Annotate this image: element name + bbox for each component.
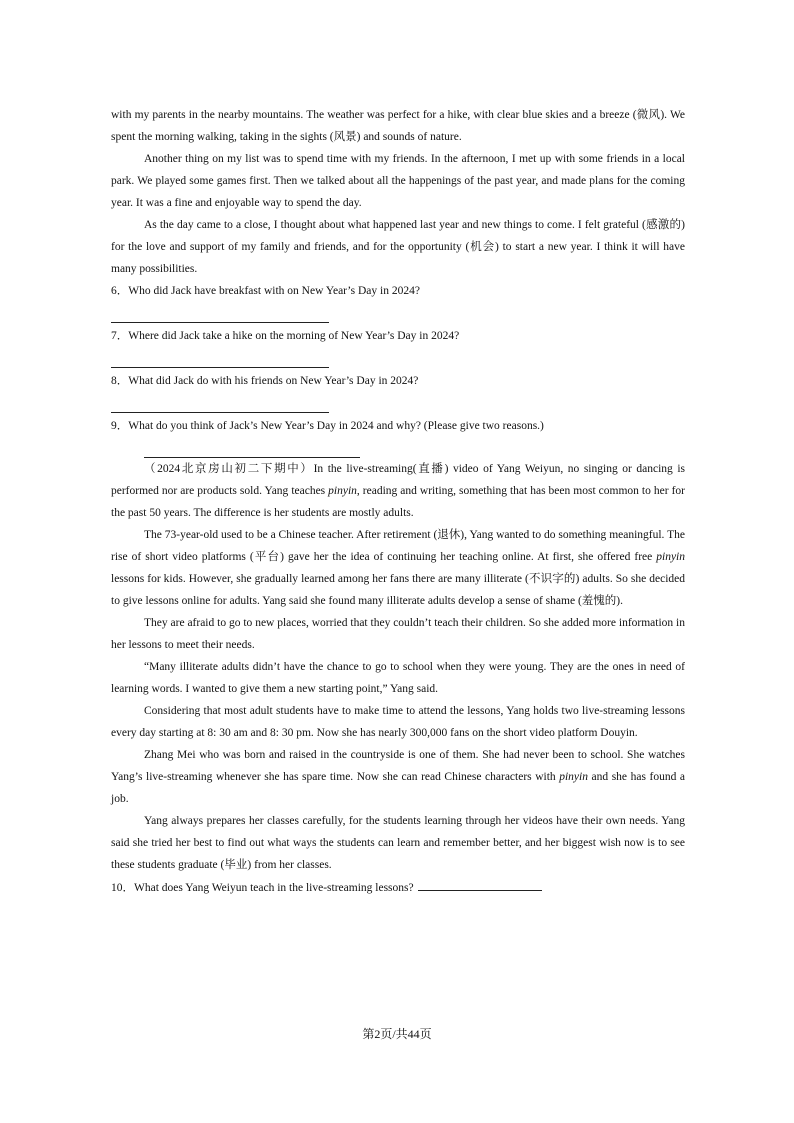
- answer-line-6[interactable]: [111, 302, 329, 323]
- paragraph: Yang always prepares her classes carefully, for the students learning through her videos have their own needs. Yang said she tried her best to find out what ways the students can learn and remember better, and her biggest wish now is to see these students graduate (毕业) from her classes.: [111, 815, 685, 871]
- paragraph: As the day came to a close, I thought about what happened last year and new things to come. I felt grateful (感激的) for the love and support of my family and friends, and for the opportunity (机会) to start a new year. I think it will have many possibilities.: [111, 219, 685, 275]
- question-8: 8．What did Jack do with his friends on New Year’s Day in 2024?: [111, 375, 419, 387]
- question-9: 9．What do you think of Jack’s New Year’s Day in 2024 and why? (Please give two reasons.): [111, 420, 544, 432]
- question-7: 7．Where did Jack take a hike on the morning of New Year’s Day in 2024?: [111, 330, 460, 342]
- source-tag: （2024北京房山初二下期中）: [144, 463, 314, 475]
- paragraph: （2024北京房山初二下期中）In the live-streaming(直播) video of Yang Weiyun, no singing or dancing is performed nor are products sold. Yang teaches pinyin, reading and writing, something that has been most common to her for the past 50 years. The difference is her students are mostly adults.: [111, 463, 685, 519]
- paragraph: “Many illiterate adults didn’t have the chance to go to school when they were young. They are the ones in need of learning words. I wanted to give them a new starting point,” Yang said.: [111, 661, 685, 695]
- answer-line-9[interactable]: [144, 437, 360, 458]
- paragraph: They are afraid to go to new places, worried that they couldn’t teach their children. So she added more information in her lessons to meet their needs.: [111, 617, 685, 651]
- paragraph: Zhang Mei who was born and raised in the countryside is one of them. She had never been to school. She watches Yang’s live-streaming whenever she has spare time. Now she can read Chinese characters with pinyin and she has found a job.: [111, 749, 685, 805]
- answer-line-7[interactable]: [111, 347, 329, 368]
- page-footer: 第2页/共44页: [362, 1027, 432, 1041]
- document-page: [111, 104, 685, 899]
- paragraph: Another thing on my list was to spend time with my friends. In the afternoon, I met up with some friends in a local park. We played some games first. Then we talked about all the happenings of the past year, and made plans for the coming year. It was a fine and enjoyable way to spend the day.: [111, 153, 685, 209]
- paragraph: Considering that most adult students have to make time to attend the lessons, Yang holds two live-streaming lessons every day starting at 8: 30 am and 8: 30 pm. Now she has nearly 300,000 fans on the short video platform Douyin.: [111, 705, 685, 739]
- answer-line-8[interactable]: [111, 392, 329, 413]
- paragraph: The 73-year-old used to be a Chinese teacher. After retirement (退休), Yang wanted to do something meaningful. The rise of short video platforms (平台) gave her the idea of continuing her teaching online. At first, she offered free pinyin lessons for kids. However, she gradually learned among her fans there are many illiterate (不识字的) adults. So she decided to give lessons online for adults. Yang said she found many illiterate adults develop a sense of shame (羞愧的).: [111, 529, 685, 607]
- question-6: 6．Who did Jack have breakfast with on New Year’s Day in 2024?: [111, 285, 420, 297]
- paragraph: with my parents in the nearby mountains. The weather was perfect for a hike, with clear blue skies and a breeze (微风). We spent the morning walking, taking in the sights (风景) and sounds of nature.: [111, 109, 685, 143]
- answer-line-10[interactable]: [418, 876, 542, 891]
- question-10: 10．What does Yang Weiyun teach in the live-streaming lessons?: [111, 876, 685, 899]
